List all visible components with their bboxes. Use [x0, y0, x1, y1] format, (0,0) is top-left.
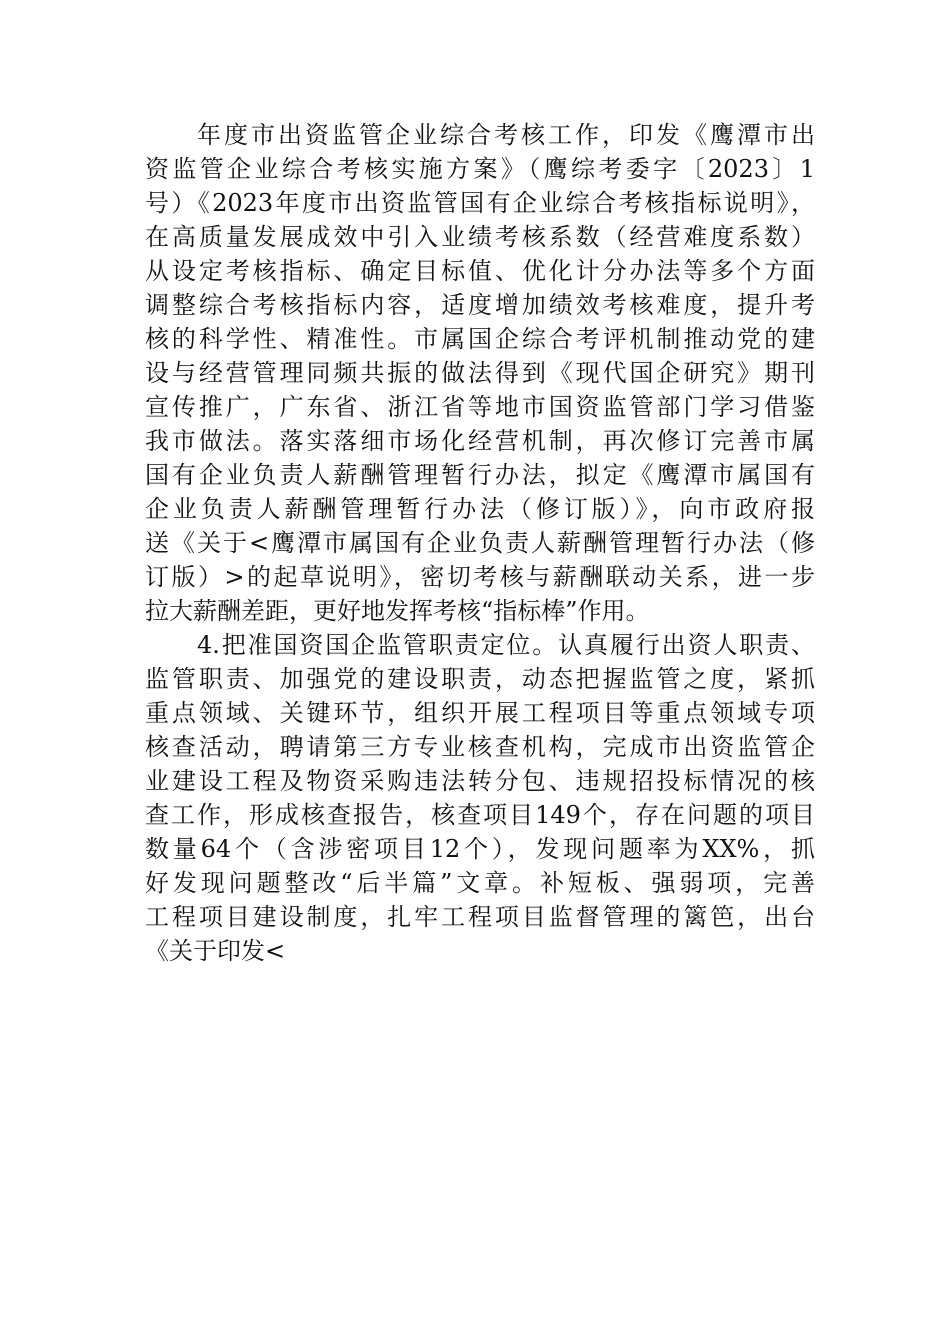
- text-line: 拉大薪酬差距，更好地发挥考核“指标棒”作用。: [145, 597, 650, 625]
- text-line: 监管职责、加强党的建设职责，动态把握监管之度，紧抓: [145, 665, 815, 693]
- text-line: 从设定考核指标、确定目标值、优化计分办法等多个方面: [145, 257, 815, 285]
- text-line: 企业负责人薪酬管理暂行办法（修订版）》，向市政府报: [145, 495, 815, 523]
- text-line: 我市做法。落实落细市场化经营机制，再次修订完善市属: [145, 427, 815, 455]
- text-line: 业建设工程及物资采购违法转分包、违规招投标情况的核: [145, 767, 815, 795]
- paragraph-assessment: [145, 118, 815, 628]
- text-line: 国有企业负责人薪酬管理暂行办法，拟定《鹰潭市属国有: [145, 461, 815, 489]
- text-line: 送《关于<鹰潭市属国有企业负责人薪酬管理暂行办法（修: [145, 529, 815, 557]
- text-line: 好发现问题整改“后半篇”文章。补短板、强弱项，完善: [145, 869, 815, 897]
- text-line: 4.把准国资国企监管职责定位。认真履行出资人职责、: [197, 631, 815, 659]
- text-line: 设与经营管理同频共振的做法得到《现代国企研究》期刊: [145, 359, 815, 387]
- text-line: 在高质量发展成效中引入业绩考核系数（经营难度系数）: [145, 223, 815, 251]
- document-body: [145, 118, 815, 968]
- text-line: 《关于印发<: [145, 937, 286, 965]
- text-line: 数量64个（含涉密项目12个），发现问题率为XX%，抓: [145, 835, 815, 863]
- text-line: 重点领域、关键环节，组织开展工程项目等重点领域专项: [145, 699, 815, 727]
- text-line: 年度市出资监管企业综合考核工作，印发《鹰潭市出: [197, 121, 815, 149]
- paragraph-supervision: [145, 628, 815, 968]
- text-line: 订版）>的起草说明》，密切考核与薪酬联动关系，进一步: [145, 563, 815, 591]
- text-line: 号）《2023年度市出资监管国有企业综合考核指标说明》，: [145, 189, 815, 217]
- text-line: 查工作，形成核查报告，核查项目149个，存在问题的项目: [145, 801, 815, 829]
- text-line: 工程项目建设制度，扎牢工程项目监督管理的篱笆，出台: [145, 903, 815, 931]
- text-line: 核查活动，聘请第三方专业核查机构，完成市出资监管企: [145, 733, 815, 761]
- text-line: 核的科学性、精准性。市属国企综合考评机制推动党的建: [145, 325, 815, 353]
- text-line: 调整综合考核指标内容，适度增加绩效考核难度，提升考: [145, 291, 815, 319]
- text-line: 宣传推广，广东省、浙江省等地市国资监管部门学习借鉴: [145, 393, 815, 421]
- text-line: 资监管企业综合考核实施方案》（鹰综考委字〔2023〕1: [145, 155, 815, 183]
